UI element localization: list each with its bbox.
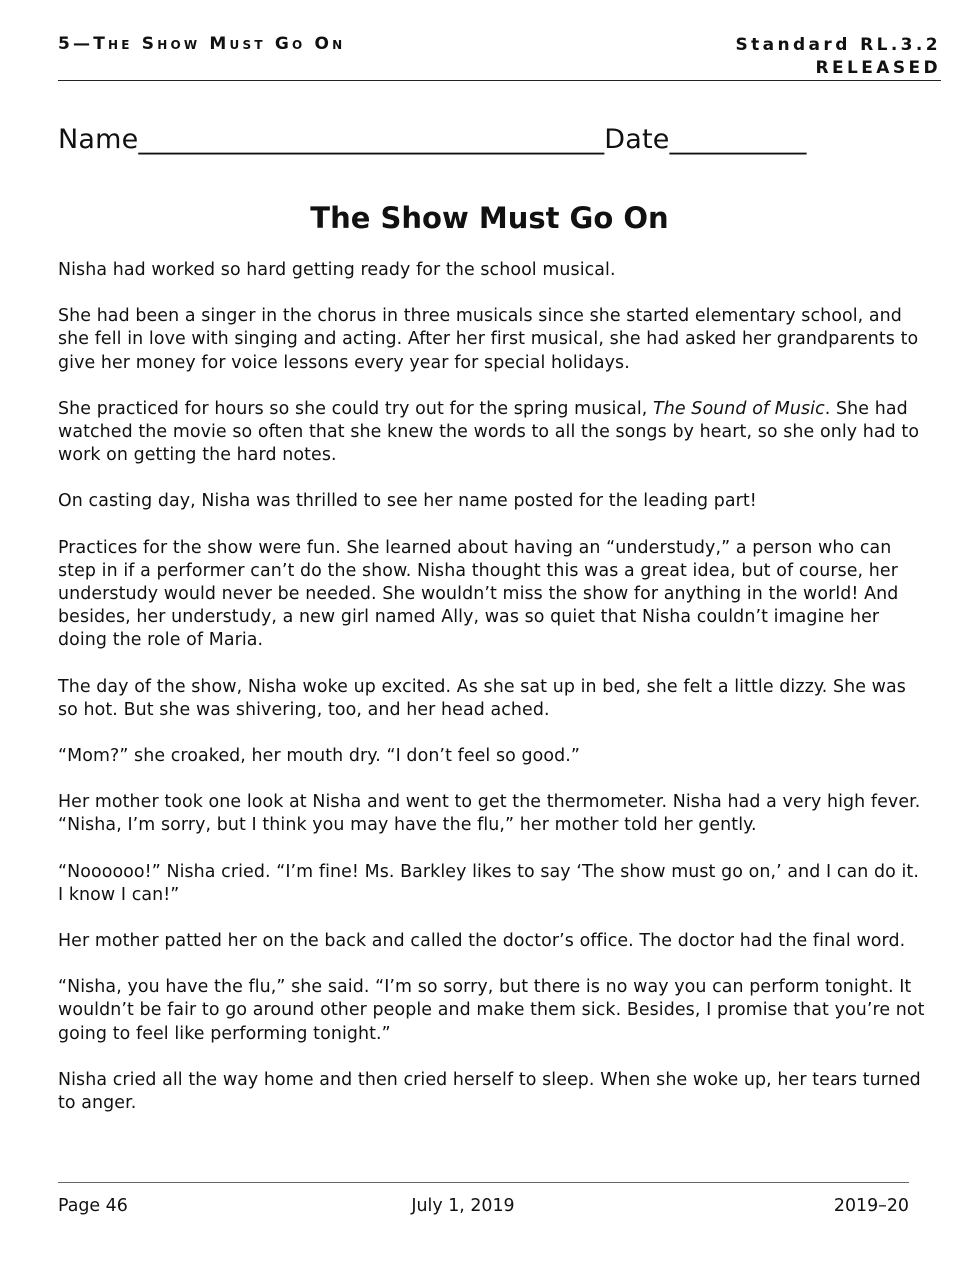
date-label: Date [604,124,670,155]
name-label: Name [58,124,139,155]
header-standard [735,34,941,80]
page-number: Page 46 [58,1196,128,1216]
name-date-line [58,124,807,155]
story-paragraph: Her mother patted her on the back and called the doctor’s office. The doctor had the final word. [58,931,906,952]
date-blank: __________ [669,124,807,155]
story-paragraph: On casting day, Nisha was thrilled to see her name posted for the leading part! [58,491,757,512]
header-unit-title: 5—The Show Must Go On [58,34,346,54]
footer-date: July 1, 2019 [411,1196,515,1216]
story-paragraph: “Mom?” she croaked, her mouth dry. “I don’t feel so good.” [58,746,581,767]
paragraph-text: She practiced for hours so she could try out for the spring musical, [58,398,654,419]
musical-title: The Sound of Music [653,398,825,419]
story-paragraph [58,398,928,468]
story-paragraph: Her mother took one look at Nisha and went to get the thermometer. Nisha had a very high fever. “Nisha, I’m sorry, but I think you may have the flu,” her mother told her gently. [58,792,921,836]
footer-divider [58,1182,909,1183]
paragraph-text: . She had watched the movie so often that she knew the words to all the songs by heart, so she only had to work on getting the hard notes. [58,398,920,466]
story-title: The Show Must Go On [310,201,669,235]
school-year: 2019–20 [833,1196,909,1216]
story-paragraph: Nisha had worked so hard getting ready for the school musical. [58,260,616,280]
story-body [58,259,928,1138]
story-paragraph: The day of the show, Nisha woke up excited. As she sat up in bed, she felt a little dizzy. She was so hot. But she was shivering, too, and her head ached. [58,676,906,720]
story-paragraph: She had been a singer in the chorus in three musicals since she started elementary school, and she fell in love with singing and acting. After her first musical, she had asked her grandparents to give her money for voice lessons every year for special holidays. [58,306,919,373]
story-paragraph: “Noooooo!” Nisha cried. “I’m fine! Ms. Barkley likes to say ‘The show must go on,’ and I can do it. I know I can!” [58,861,919,905]
story-paragraph: Practices for the show were fun. She learned about having an “understudy,” a person who can step in if a performer can’t do the show. Nisha thought this was a great idea, but of course, her understudy would never be needed. She wouldn’t miss the show for anything in the world! And besides, her understudy, a new girl named Ally, was so quiet that Nisha couldn’t imagine her doing the role of Maria. [58,537,899,651]
story-paragraph: “Nisha, you have the flu,” she said. “I’m so sorry, but there is no way you can perform tonight. It wouldn’t be fair to go around other people and make them sick. Besides, I promise that you’re not going to feel like performing tonight.” [58,977,925,1044]
header-standard-code: Standard RL.3.2 [735,35,941,55]
page-header [58,34,941,81]
story-paragraph: Nisha cried all the way home and then cried herself to sleep. When she woke up, her tears turned to anger. [58,1069,921,1114]
name-blank: __________________________________ [138,124,605,155]
header-released-label: RELEASED [815,58,941,78]
